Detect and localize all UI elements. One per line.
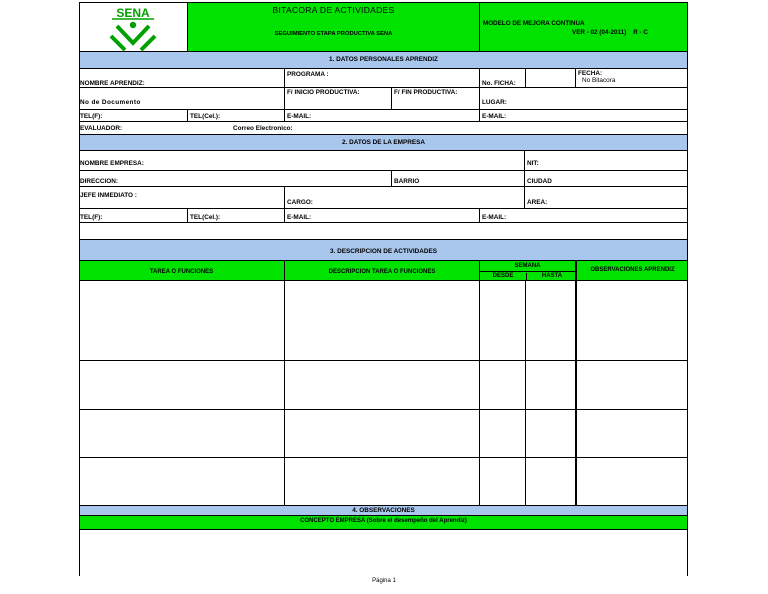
- email2-label[interactable]: E-MAIL:: [479, 110, 688, 121]
- tel-cel-label[interactable]: TEL(Cel.):: [187, 209, 284, 222]
- activity-row: [79, 409, 688, 457]
- desc-cell[interactable]: [284, 281, 479, 360]
- concepto-label: CONCEPTO EMPRESA (Sobre el desempeño del Aprendiz): [300, 518, 467, 524]
- hasta-cell[interactable]: [525, 410, 575, 457]
- form-subtitle: SEGUIMIENTO ETAPA PRODUCTIVA SENA: [274, 31, 393, 37]
- row-nombre-empresa: [79, 150, 688, 170]
- version-label: VER - 02 (04-2011) R - C: [572, 29, 648, 36]
- section-personal-header: [79, 51, 688, 68]
- correo-label[interactable]: Correo Electronico:: [233, 125, 293, 132]
- fecha-label: FECHA:: [578, 70, 603, 77]
- tarea-cell[interactable]: [79, 410, 284, 457]
- section-empresa-header: [79, 134, 688, 150]
- nit-label[interactable]: NIT:: [524, 151, 688, 170]
- row-documento: [79, 87, 688, 109]
- ficha-value[interactable]: [525, 69, 575, 87]
- no-bitacora-label: No Bitacora: [582, 77, 616, 84]
- f-fin-label[interactable]: F/ FIN PRODUCTIVA:: [391, 88, 479, 109]
- section-observaciones-header: [79, 505, 688, 515]
- col-hasta-header: HASTA: [526, 273, 575, 280]
- lugar-label[interactable]: LUGAR:: [479, 88, 688, 109]
- form-title: BITACORA DE ACTIVIDADES: [272, 5, 395, 15]
- logo-text: SENA: [116, 6, 150, 20]
- header-row: [79, 2, 688, 51]
- activity-row: [79, 280, 688, 360]
- model-label: MODELO DE MEJORA CONTINUA: [483, 20, 585, 27]
- direccion-label[interactable]: DIRECCION:: [80, 178, 118, 185]
- semana-label: SEMANA: [514, 263, 541, 269]
- section-actividades-header: [79, 239, 688, 260]
- desde-hasta-row: [480, 271, 575, 280]
- concepto-area[interactable]: [79, 529, 688, 576]
- col-desc-header: DESCRIPCION TAREA O FUNCIONES: [284, 261, 479, 280]
- documento-label: No de Documento: [80, 99, 141, 106]
- title-cell: [187, 3, 479, 51]
- section-title: 2. DATOS DE LA EMPRESA: [342, 139, 425, 146]
- row-jefe: [79, 186, 688, 208]
- row-telefonos-empresa: [79, 208, 688, 222]
- email-label[interactable]: E-MAIL:: [284, 110, 479, 121]
- page-number: Página 1: [372, 578, 396, 584]
- tel-f-label[interactable]: TEL(F):: [80, 113, 103, 120]
- desde-cell[interactable]: [479, 281, 525, 360]
- col-semana-header: [479, 261, 575, 280]
- obs-cell[interactable]: [575, 458, 688, 505]
- desc-cell[interactable]: [284, 410, 479, 457]
- section-title: 4. OBSERVACIONES: [352, 507, 415, 514]
- concepto-header: [79, 515, 688, 529]
- form-page: [79, 2, 688, 576]
- ciudad-label[interactable]: CIUDAD: [524, 171, 688, 186]
- desc-cell[interactable]: [284, 458, 479, 505]
- row-nombre: [79, 68, 688, 87]
- tel-f-label[interactable]: TEL(F):: [80, 214, 103, 221]
- section-title: 3. DESCRIPCION DE ACTIVIDADES: [330, 248, 437, 255]
- row-telefonos: [79, 109, 688, 121]
- obs-cell[interactable]: [575, 361, 688, 409]
- tarea-cell[interactable]: [79, 458, 284, 505]
- desde-cell[interactable]: [479, 361, 525, 409]
- evaluador-label[interactable]: EVALUADOR:: [80, 125, 123, 132]
- row-direccion: [79, 170, 688, 186]
- desde-cell[interactable]: [479, 458, 525, 505]
- nombre-label: NOMBRE APRENDIZ:: [80, 80, 145, 87]
- col-tarea-header: TAREA O FUNCIONES: [149, 269, 214, 275]
- desc-cell[interactable]: [284, 361, 479, 409]
- activity-row: [79, 360, 688, 409]
- cargo-label[interactable]: CARGO:: [284, 187, 524, 208]
- f-inicio-label[interactable]: F/ INICIO PRODUCTIVA:: [284, 88, 391, 109]
- fecha-cell[interactable]: [575, 69, 688, 87]
- col-desde-header: DESDE: [492, 273, 514, 279]
- ficha-label[interactable]: No. FICHA:: [479, 69, 525, 87]
- col-obs-header: OBSERVACIONES APRENDIZ: [575, 261, 688, 280]
- nombre-empresa-label[interactable]: NOMBRE EMPRESA:: [80, 160, 144, 167]
- desde-cell[interactable]: [479, 410, 525, 457]
- row-evaluador: [79, 121, 688, 134]
- section-title: 1. DATOS PERSONALES APRENDIZ: [329, 56, 438, 63]
- email-label[interactable]: E-MAIL:: [284, 209, 479, 222]
- activities-header-row: [79, 260, 688, 280]
- obs-cell[interactable]: [575, 281, 688, 360]
- tarea-cell[interactable]: [79, 281, 284, 360]
- hasta-cell[interactable]: [525, 281, 575, 360]
- area-label[interactable]: AREA:: [524, 187, 688, 208]
- model-cell: [479, 3, 688, 51]
- obs-cell[interactable]: [575, 410, 688, 457]
- logo-cell: [79, 3, 187, 51]
- hasta-cell[interactable]: [525, 361, 575, 409]
- barrio-label[interactable]: BARRIO: [391, 171, 524, 186]
- programa-label: PROGRAMA :: [284, 69, 479, 87]
- sena-logo: [103, 6, 163, 51]
- hasta-cell[interactable]: [525, 458, 575, 505]
- tel-cel-label[interactable]: TEL(Cel.):: [187, 110, 284, 121]
- email2-label[interactable]: E-MAIL:: [479, 209, 688, 222]
- jefe-label[interactable]: JEFE INMEDIATO :: [80, 192, 137, 199]
- activity-row: [79, 457, 688, 505]
- tarea-cell[interactable]: [79, 361, 284, 409]
- row-spacer: [79, 222, 688, 239]
